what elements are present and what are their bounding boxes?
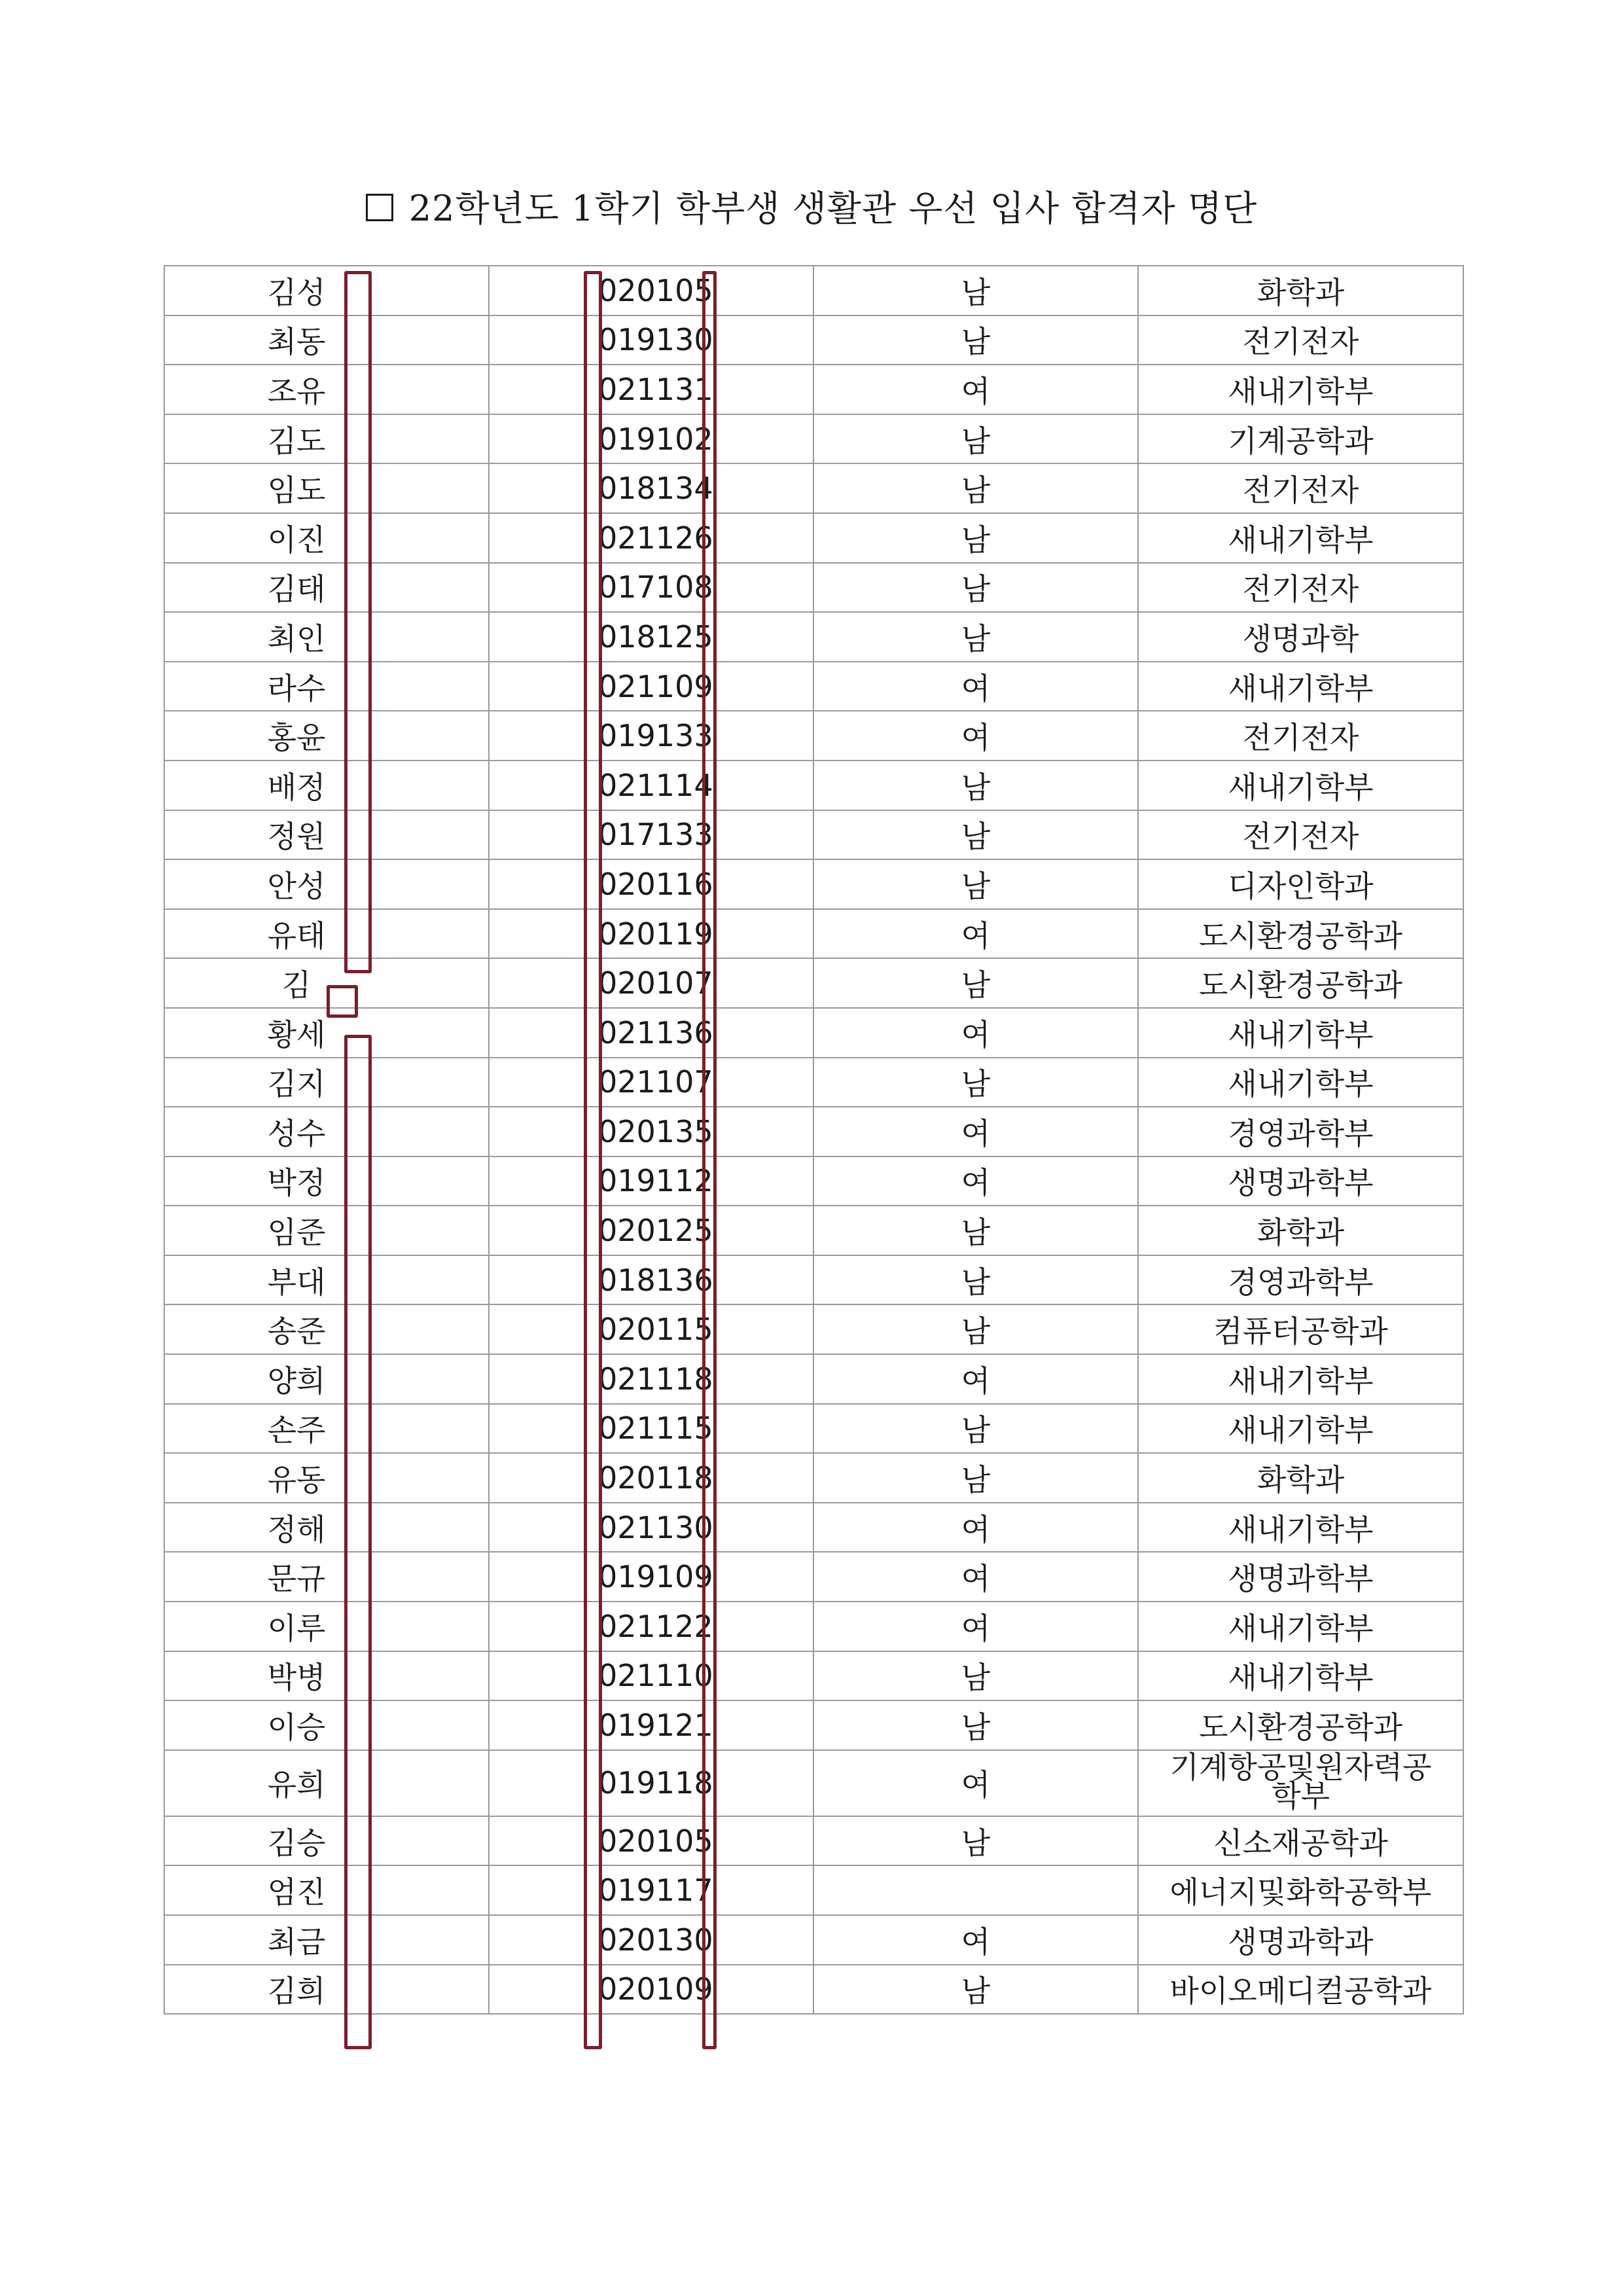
gender-cell [813,1354,1138,1404]
department-cell-text: 전기전자 [1242,473,1359,509]
student-id-cell [489,1107,813,1157]
student-id-cell-text: 019121 [598,1708,713,1744]
name-cell-text: 김승 [267,1825,326,1861]
student-id-cell-text: 019102 [598,421,713,457]
gender-cell-text: 남 [961,1215,991,1251]
gender-cell [813,711,1138,761]
student-id-cell-text: 020105 [598,272,713,308]
department-cell [1138,1304,1463,1354]
gender-cell-text: 남 [961,473,991,509]
student-id-cell [489,859,813,909]
department-cell-text: 경영과학부 [1228,1115,1374,1151]
name-cell [164,1602,489,1651]
gender-cell [813,909,1138,959]
student-id-cell-text: 018134 [598,471,713,507]
department-cell [1138,909,1463,959]
student-id-cell-text: 020105 [598,1823,713,1859]
student-id-cell-text: 021107 [598,1064,713,1100]
name-cell-text: 유태 [267,918,326,954]
name-cell-text: 김희 [267,1973,326,2009]
name-cell [164,1058,489,1107]
name-cell [164,1255,489,1305]
gender-cell [813,1255,1138,1305]
name-cell-text: 최금 [267,1924,326,1960]
name-cell [164,513,489,563]
gender-cell-text: 남 [961,769,991,805]
department-cell [1138,1404,1463,1454]
name-cell [164,810,489,860]
gender-cell-text: 여 [961,1610,991,1646]
name-cell [164,1552,489,1602]
name-cell [164,1354,489,1404]
name-cell-text: 정원 [267,819,326,855]
student-id-cell-text: 017108 [598,569,713,605]
student-id-cell-text: 021118 [598,1361,713,1397]
department-cell-text: 새내기학부 [1228,1016,1374,1052]
gender-cell-text: 여 [961,373,991,409]
department-cell-text: 디자인학과 [1228,868,1374,904]
name-cell-text: 김 [281,967,312,1003]
department-cell-text: 경영과학부 [1228,1264,1374,1300]
department-cell-text: 기계공학과 [1228,423,1374,459]
department-cell-text: 새내기학부 [1228,1660,1374,1696]
student-id-cell-text: 019112 [598,1163,713,1199]
name-cell-text: 최인 [267,620,326,656]
gender-cell-text: 여 [961,1511,991,1547]
department-cell [1138,1602,1463,1651]
student-id-cell [489,513,813,563]
gender-cell [813,1651,1138,1701]
name-cell-text: 이진 [267,522,326,558]
gender-cell-text: 남 [961,571,991,607]
department-cell-text: 새내기학부 [1228,373,1374,409]
gender-cell-text: 남 [961,1973,991,2009]
gender-cell [813,1865,1138,1915]
name-cell [164,1503,489,1552]
student-id-cell [489,315,813,365]
gender-cell [813,1107,1138,1157]
gender-cell [813,859,1138,909]
department-cell-text: 생명과학부 [1228,1165,1374,1201]
name-cell [164,711,489,761]
gender-cell [813,315,1138,365]
name-cell [164,1750,489,1816]
department-cell-text: 전기전자 [1242,720,1359,756]
student-id-cell-text: 021130 [598,1509,713,1545]
department-cell [1138,414,1463,464]
name-cell-text: 라수 [267,670,326,706]
redaction-bar-id-suffix [702,271,717,2049]
department-cell [1138,365,1463,414]
gender-cell-text: 남 [961,1710,991,1746]
name-cell [164,365,489,414]
student-id-cell [489,1602,813,1651]
student-id-cell-text: 021110 [598,1658,713,1694]
student-id-cell-text: 020109 [598,1971,713,2007]
gender-cell [813,1008,1138,1058]
name-cell-text: 김지 [267,1066,326,1102]
gender-cell-text: 남 [961,522,991,558]
name-cell [164,1404,489,1454]
student-id-cell-text: 019133 [598,718,713,754]
gender-cell [813,1552,1138,1602]
department-cell [1138,1058,1463,1107]
department-cell [1138,463,1463,513]
title-text: 22학년도 1학기 학부생 생활관 우선 입사 합격자 명단 [408,188,1258,229]
name-cell [164,761,489,810]
student-id-cell-text: 019117 [598,1873,713,1909]
department-cell [1138,266,1463,315]
department-cell [1138,1255,1463,1305]
department-cell-text: 새내기학부 [1228,1610,1374,1646]
student-id-cell [489,1058,813,1107]
department-cell [1138,1107,1463,1157]
student-id-cell [489,365,813,414]
student-id-cell-text: 019109 [598,1559,713,1595]
student-id-cell-text: 019118 [598,1765,713,1801]
name-cell [164,1651,489,1701]
department-cell [1138,1700,1463,1750]
student-id-cell [489,1404,813,1454]
name-cell-text: 박병 [267,1660,326,1696]
page-title [0,181,1623,231]
gender-cell [813,414,1138,464]
student-id-cell-text: 020130 [598,1922,713,1958]
name-cell-text: 임도 [267,473,326,509]
gender-cell [813,761,1138,810]
department-cell-text: 전기전자 [1242,324,1359,360]
student-id-cell [489,1304,813,1354]
student-id-cell [489,1816,813,1866]
gender-cell-text: 남 [961,1412,991,1448]
gender-cell-text: 여 [961,670,991,706]
name-cell [164,662,489,711]
department-cell-text: 생명과학부 [1228,1561,1374,1597]
department-cell [1138,315,1463,365]
name-cell [164,1915,489,1965]
name-cell-text: 김성 [267,274,326,310]
student-id-cell [489,810,813,860]
gender-cell-text: 남 [961,1314,991,1350]
student-id-cell-text: 020107 [598,965,713,1001]
student-id-cell-text: 020115 [598,1312,713,1348]
gender-cell-text: 남 [961,967,991,1003]
department-cell-text: 화학과 [1257,1215,1345,1251]
gender-cell [813,1404,1138,1454]
name-cell-text: 홍윤 [267,720,326,756]
gender-cell-text: 여 [961,1924,991,1960]
gender-cell [813,810,1138,860]
department-cell [1138,761,1463,810]
student-id-cell [489,909,813,959]
gender-cell-text: 여 [961,1165,991,1201]
checkbox-square-icon [366,194,393,221]
gender-cell [813,563,1138,613]
name-cell-text: 김도 [267,423,326,459]
gender-cell [813,612,1138,662]
name-cell [164,909,489,959]
department-cell-text: 에너지및화학공학부 [1169,1874,1432,1910]
department-cell-text: 생명과학과 [1228,1924,1374,1960]
name-cell [164,563,489,613]
department-cell-text: 새내기학부 [1228,522,1374,558]
department-cell-text: 바이오메디컬공학과 [1169,1973,1432,2009]
name-cell [164,859,489,909]
student-id-cell [489,958,813,1008]
student-id-cell [489,1700,813,1750]
gender-cell-text: 여 [961,720,991,756]
gender-cell [813,1965,1138,2015]
student-id-cell [489,414,813,464]
gender-cell-text: 여 [961,918,991,954]
student-id-cell-text: 018125 [598,619,713,655]
name-cell-text: 임준 [267,1215,326,1251]
name-cell-text: 성수 [267,1115,326,1151]
gender-cell [813,1602,1138,1651]
gender-cell [813,1304,1138,1354]
redaction-bar-names-bottom [344,1035,372,2049]
name-cell-text: 박정 [267,1165,326,1201]
department-cell-text: 생명과학 [1242,620,1359,656]
department-cell-text: 도시환경공학과 [1198,967,1403,1003]
gender-cell-text: 남 [961,620,991,656]
student-id-cell-text: 021122 [598,1608,713,1644]
department-cell-text: 기계항공및원자력공학부 [1169,1749,1432,1814]
name-cell-text: 안성 [267,868,326,904]
name-cell-text: 엄진 [267,1874,326,1910]
name-cell [164,414,489,464]
student-id-cell-text: 019130 [598,322,713,358]
department-cell-text: 새내기학부 [1228,1066,1374,1102]
student-id-cell [489,463,813,513]
name-cell [164,1206,489,1255]
student-id-cell [489,1651,813,1701]
department-cell [1138,1750,1463,1816]
department-cell-text: 전기전자 [1242,819,1359,855]
gender-cell [813,1453,1138,1503]
gender-cell [813,463,1138,513]
redaction-bar-names-top [344,271,372,973]
department-cell-text: 새내기학부 [1228,1412,1374,1448]
name-cell [164,1965,489,2015]
student-id-cell-text: 021115 [598,1410,713,1446]
name-cell-text: 최동 [267,324,326,360]
department-cell [1138,1865,1463,1915]
gender-cell-text: 남 [961,1462,991,1498]
name-cell-text: 문규 [267,1561,326,1597]
student-id-cell-text: 020116 [598,866,713,902]
department-cell [1138,859,1463,909]
name-cell-text: 이루 [267,1610,326,1646]
student-id-cell [489,1206,813,1255]
department-cell [1138,711,1463,761]
department-cell [1138,612,1463,662]
gender-cell-text: 여 [961,1561,991,1597]
name-cell [164,266,489,315]
name-cell-text: 김태 [267,571,326,607]
department-cell [1138,1206,1463,1255]
student-id-cell-text: 020125 [598,1213,713,1249]
student-id-cell [489,1354,813,1404]
gender-cell-text: 남 [961,1825,991,1861]
department-cell-text: 컴퓨터공학과 [1213,1314,1388,1350]
student-id-cell-text: 021126 [598,520,713,556]
student-id-cell-text: 021114 [598,767,713,803]
student-id-cell-text: 021109 [598,668,713,704]
student-id-cell [489,1552,813,1602]
student-id-cell [489,711,813,761]
department-cell [1138,1816,1463,1866]
student-id-cell [489,662,813,711]
student-id-cell [489,1157,813,1206]
name-cell-text: 유희 [267,1767,326,1803]
department-cell [1138,958,1463,1008]
name-cell [164,463,489,513]
student-id-cell [489,563,813,613]
name-cell-text: 이승 [267,1710,326,1746]
gender-cell [813,1816,1138,1866]
department-cell-text: 화학과 [1257,1462,1345,1498]
name-cell [164,1453,489,1503]
department-cell [1138,563,1463,613]
gender-cell [813,1915,1138,1965]
name-cell-text: 배정 [267,769,326,805]
name-cell-text: 손주 [267,1412,326,1448]
department-cell-text: 도시환경공학과 [1198,1710,1403,1746]
gender-cell [813,1503,1138,1552]
department-cell-text: 새내기학부 [1228,670,1374,706]
gender-cell-text: 여 [961,1363,991,1399]
department-cell [1138,1965,1463,2015]
student-id-cell [489,1750,813,1816]
student-id-cell-text: 017133 [598,817,713,853]
gender-cell [813,958,1138,1008]
name-cell [164,315,489,365]
gender-cell [813,1700,1138,1750]
gender-cell-text: 남 [961,819,991,855]
department-cell-text: 새내기학부 [1228,769,1374,805]
student-id-cell [489,1453,813,1503]
name-cell-text: 조유 [267,373,326,409]
department-cell-text: 화학과 [1257,274,1345,310]
student-id-cell-text: 021131 [598,371,713,407]
student-id-cell-text: 020118 [598,1460,713,1496]
name-cell [164,1816,489,1866]
gender-cell-text: 여 [961,1016,991,1052]
student-id-cell-text: 020119 [598,916,713,952]
department-cell-text: 새내기학부 [1228,1511,1374,1547]
department-cell [1138,1453,1463,1503]
gender-cell [813,1157,1138,1206]
student-id-cell-text: 021136 [598,1014,713,1050]
gender-cell-text: 남 [961,423,991,459]
department-cell [1138,1157,1463,1206]
gender-cell-text: 여 [961,1767,991,1803]
name-cell-text: 황세 [267,1016,326,1052]
gender-cell [813,1750,1138,1816]
student-id-cell [489,266,813,315]
student-id-cell [489,1865,813,1915]
department-cell [1138,1008,1463,1058]
department-cell [1138,1552,1463,1602]
department-cell [1138,810,1463,860]
department-cell-text: 도시환경공학과 [1198,918,1403,954]
gender-cell-text: 남 [961,1660,991,1696]
gender-cell [813,365,1138,414]
department-cell [1138,513,1463,563]
gender-cell [813,266,1138,315]
gender-cell-text: 남 [961,1066,991,1102]
name-cell-text: 정해 [267,1511,326,1547]
department-cell [1138,1354,1463,1404]
gender-cell-text: 남 [961,1264,991,1300]
student-id-cell [489,1503,813,1552]
department-cell [1138,662,1463,711]
student-id-cell [489,1965,813,2015]
department-cell [1138,1503,1463,1552]
department-cell [1138,1915,1463,1965]
gender-cell [813,1206,1138,1255]
name-cell [164,1157,489,1206]
redaction-bar-id-prefix [584,271,602,2049]
student-id-cell [489,1915,813,1965]
name-cell [164,1304,489,1354]
student-id-cell-text: 020135 [598,1113,713,1149]
name-cell [164,612,489,662]
gender-cell [813,662,1138,711]
name-cell-text: 송준 [267,1314,326,1350]
name-cell-text: 부대 [267,1264,326,1300]
gender-cell-text: 여 [961,1115,991,1151]
gender-cell-text: 남 [961,274,991,310]
name-cell [164,1700,489,1750]
department-cell-text: 전기전자 [1242,571,1359,607]
gender-cell [813,1058,1138,1107]
student-id-cell [489,1008,813,1058]
student-id-cell [489,761,813,810]
department-cell-text: 새내기학부 [1228,1363,1374,1399]
gender-cell-text: 남 [961,324,991,360]
department-cell-text: 신소재공학과 [1213,1825,1388,1861]
name-cell [164,1107,489,1157]
student-id-cell-text: 018136 [598,1262,713,1298]
name-cell-text: 유동 [267,1462,326,1498]
name-cell-text: 양희 [267,1363,326,1399]
department-cell [1138,1651,1463,1701]
gender-cell [813,513,1138,563]
gender-cell-text: 남 [961,868,991,904]
student-id-cell [489,612,813,662]
redaction-box-single-name [327,985,358,1018]
name-cell [164,1865,489,1915]
student-id-cell [489,1255,813,1305]
